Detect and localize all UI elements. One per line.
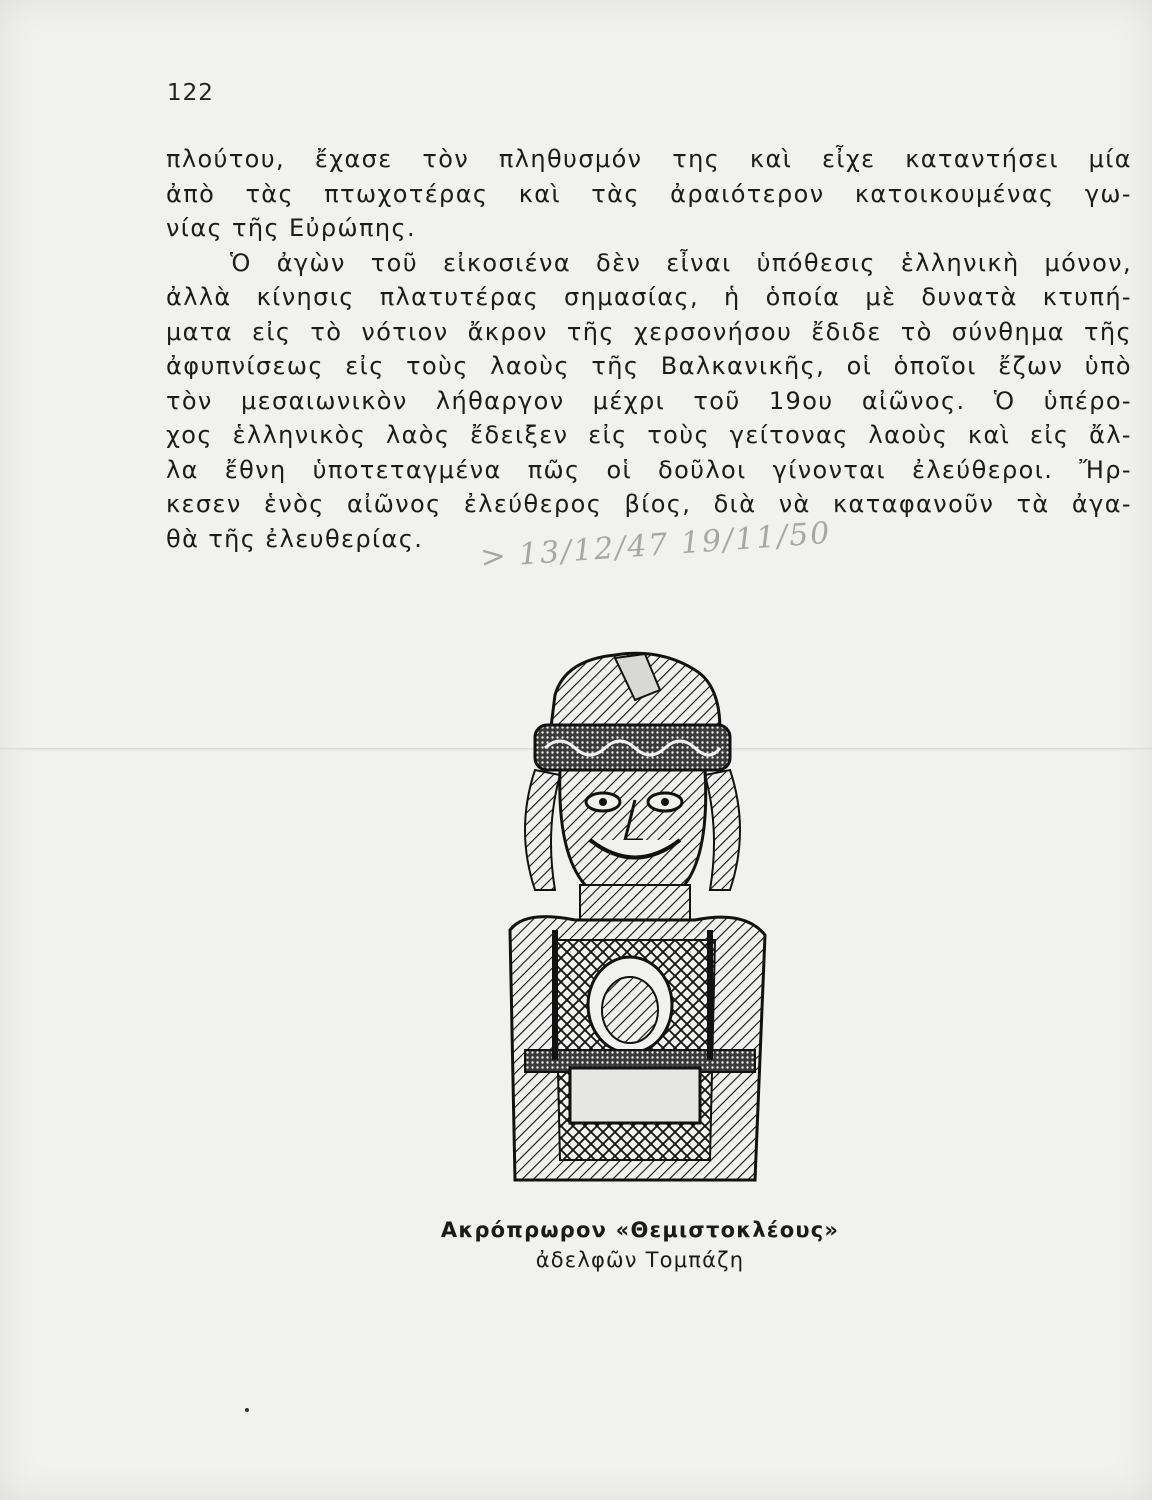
text-line: λα ἔθνη ὑποτεταγμένα πῶς οἱ δοῦλοι γίνονται ἐλεύθεροι. Ἤρ- (166, 455, 1132, 484)
text-line: κεσεν ἑνὸς αἰῶνος ἐλεύθερος βίος, διὰ νὰ καταφανοῦν τὰ ἀγα- (166, 490, 1132, 518)
body-text (166, 142, 1132, 556)
text-line: ἀπὸ τὰς πτωχοτέρας καὶ τὰς ἀραιότερον κατοικουμένας γω- (166, 179, 1132, 208)
text-line: ἀλλὰ κίνησις πλατυτέρας σημασίας, ἡ ὁποία μὲ δυνατὰ κτυπή- (166, 283, 1132, 311)
text-line: ματα εἰς τὸ νότιον ἄκρον τῆς χερσονήσου ἔδιδε τὸ σύνθημα τῆς (166, 317, 1132, 346)
text-line: τὸν μεσαιωνικὸν λήθαργον μέχρι τοῦ 19ου αἰῶνος. Ὁ ὑπέρο- (166, 386, 1132, 415)
text-line: νίας τῆς Εὐρώπης. (166, 214, 416, 242)
page-number: 122 (167, 80, 214, 106)
figure-caption-title: Ακρόπρωρον «Θεμιστοκλέους» (440, 1218, 840, 1242)
handwritten-note: > 13/12/47 19/11/50 (479, 515, 833, 576)
text-line: Ὁ ἀγὼν τοῦ εἰκοσιένα δὲν εἶναι ὑπόθεσις ἑλληνικὴ μόνον, (230, 248, 1132, 277)
text-line: πλούτου, ἔχασε τὸν πληθυσμόν της καὶ εἶχε καταντήσει μία (166, 145, 1132, 173)
figurehead-illustration (495, 640, 785, 1200)
text-line: χος ἑλληνικὸς λαὸς ἔδειξεν εἰς τοὺς γείτονας λαοὺς καὶ εἰς ἄλ- (166, 421, 1132, 449)
figure-caption-subtitle: ἀδελφῶν Τομπάζη (535, 1248, 745, 1272)
ink-speck (245, 1408, 249, 1412)
text-line: ἀφυπνίσεως εἰς τοὺς λαοὺς τῆς Βαλκανικῆς, οἱ ὁποῖοι ἔζων ὑπὸ (166, 352, 1132, 380)
text-line: θὰ τῆς ἐλευθερίας. (166, 524, 424, 553)
